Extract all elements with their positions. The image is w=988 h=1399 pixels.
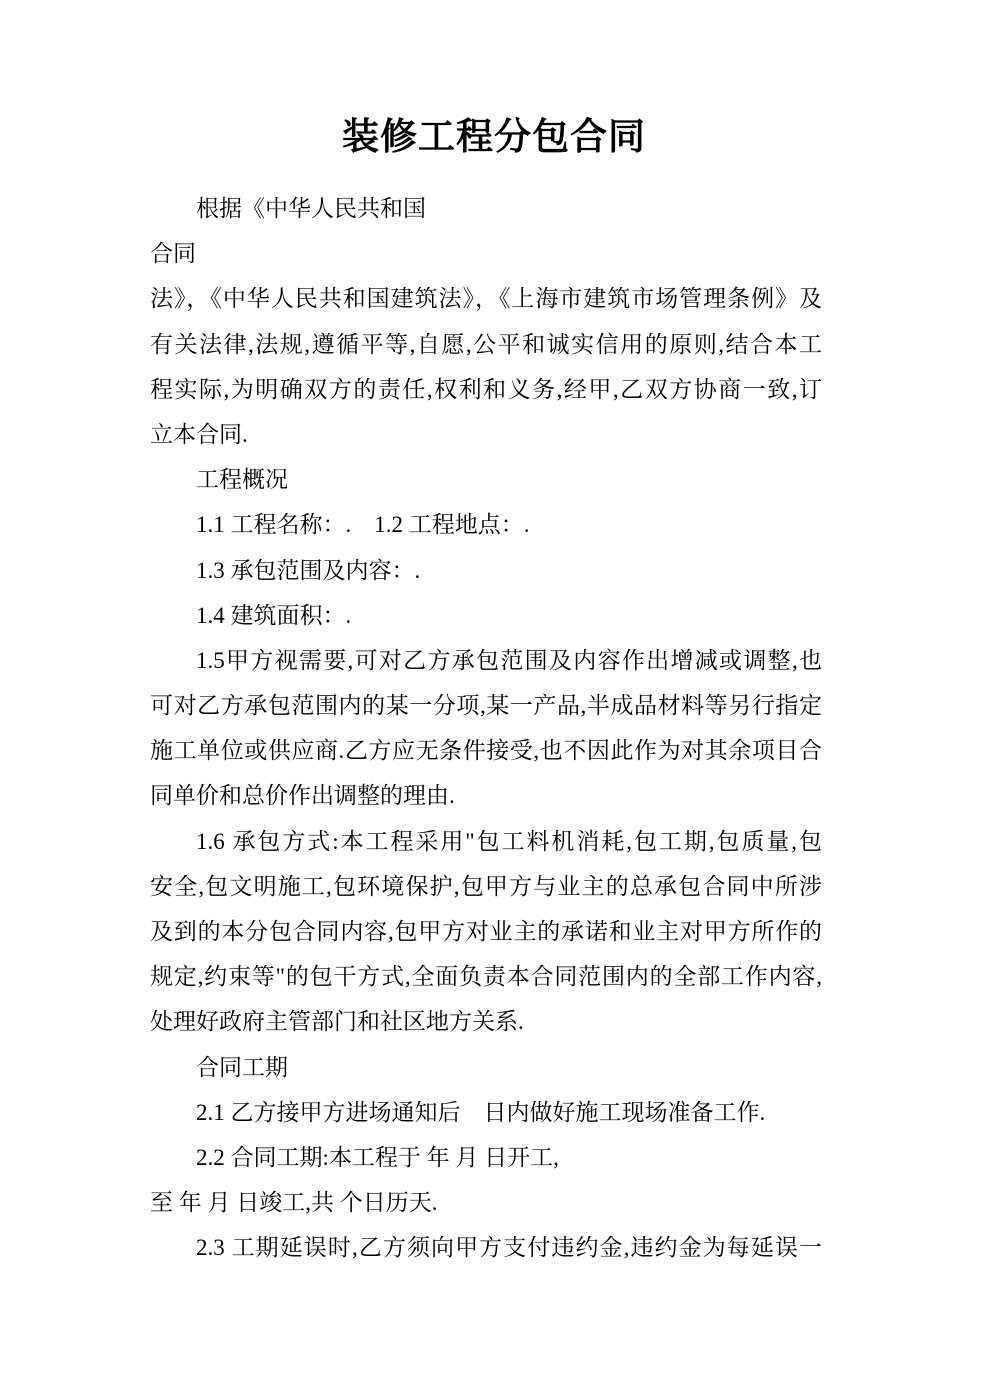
text-line: 至 年 月 日竣工,共 个日历天. — [150, 1190, 438, 1216]
text-line: 2.1 乙方接甲方进场通知后 日内做好施工现场准备工作. — [196, 1099, 766, 1125]
text-line: 规定,约束等"的包干方式,全面负责本合同范围内的全部工作内容, — [150, 964, 822, 990]
text-line: 根据《中华人民共和国 — [196, 196, 426, 221]
text-line: 2.3 工期延误时,乙方须向甲方支付违约金,违约金为每延误一 — [196, 1235, 822, 1261]
text-line: 1.1 工程名称：. 1.2 工程地点：. — [196, 512, 530, 538]
text-line: 法》，《中华人民共和国建筑法》，《上海市建筑市场管理条例》及 — [150, 286, 822, 312]
text-line: 同单价和总价作出调整的理由. — [150, 783, 455, 809]
contract-body — [150, 186, 822, 1271]
text-line: 1.4 建筑面积：. — [196, 602, 352, 628]
document-title: 装修工程分包合同 — [342, 117, 646, 158]
text-line: 合同 — [150, 241, 196, 267]
text-line: 1.5甲方视需要,可对乙方承包范围及内容作出增减或调整,也 — [196, 647, 822, 673]
text-line: 1.6 承包方式:本工程采用"包工料机消耗,包工期,包质量,包 — [196, 828, 822, 854]
text-line: 1.3 承包范围及内容：. — [196, 557, 421, 583]
text-line: 合同工期 — [196, 1054, 288, 1080]
text-line: 及到的本分包合同内容,包甲方对业主的承诺和业主对甲方所作的 — [150, 919, 822, 944]
text-line: 有关法律,法规,遵循平等,自愿,公平和诚实信用的原则,结合本工 — [150, 331, 822, 357]
text-line: 2.2 合同工期:本工程于 年 月 日开工, — [196, 1144, 559, 1170]
text-line: 处理好政府主管部门和社区地方关系. — [150, 1009, 524, 1035]
text-line: 立本合同. — [150, 421, 248, 447]
text-line: 安全,包文明施工,包环境保护,包甲方与业主的总承包合同中所涉 — [150, 873, 822, 899]
text-line: 程实际,为明确双方的责任,权利和义务,经甲,乙双方协商一致,订 — [150, 376, 822, 402]
text-line: 施工单位或供应商.乙方应无条件接受,也不因此作为对其余项目合 — [150, 738, 822, 764]
text-line: 可对乙方承包范围内的某一分项,某一产品,半成品材料等另行指定 — [150, 693, 822, 719]
text-line: 工程概况 — [196, 467, 288, 493]
